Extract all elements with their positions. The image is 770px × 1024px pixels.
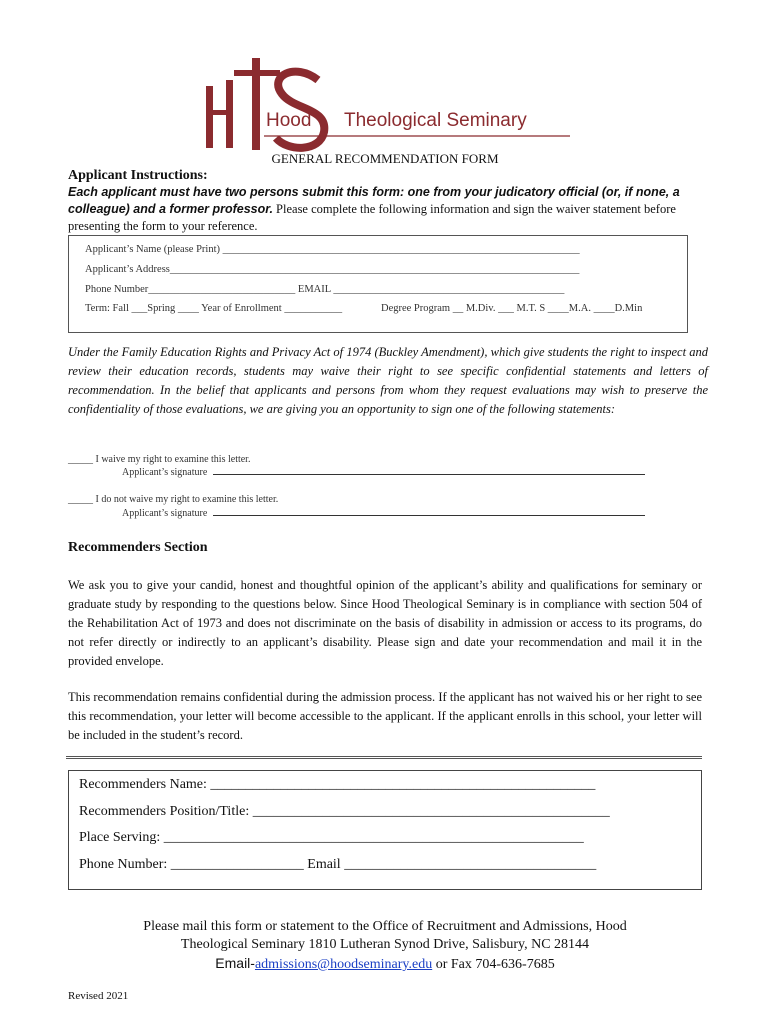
mail-line-3 <box>0 954 770 974</box>
revision-note: Revised 2021 <box>68 990 129 1002</box>
form-title: GENERAL RECOMMENDATION FORM <box>271 151 499 166</box>
email-label: Email- <box>215 955 255 971</box>
waive-option[interactable]: _____ I waive my right to examine this letter. <box>68 454 251 465</box>
recommenders-paragraph-1: We ask you to give your candid, honest and thoughtful opinion of the applicant’s ability and qualifications for seminary or graduate study by responding to the questions below. Since Hood Theological Seminary is in compliance with section 504 of the Rehabilitation Act of 1973 and does not discriminate on the basis of disability in admission or access to its programs, do not refer directly or indirectly to an applicant’s disability. Please sign and date your recommendation and mail it in the provided envelope. <box>68 578 702 668</box>
instructions-rest: Please complete the following information and sign the waiver statement before presenting the form to your reference. <box>68 202 676 233</box>
recommender-name-field[interactable]: Recommenders Name: _______________________________________________________ <box>79 777 596 792</box>
logo-hood-text: Hood <box>266 110 312 131</box>
recommender-position-field[interactable]: Recommenders Position/Title: ___________________________________________________ <box>79 804 610 819</box>
signature-label: Applicant’s signature <box>122 467 208 478</box>
mailing-instructions <box>0 918 770 974</box>
waive-signature-line[interactable] <box>122 467 645 478</box>
fax-text: or Fax 704-636-7685 <box>432 957 555 972</box>
mail-line-1: Please mail this form or statement to the Office of Recruitment and Admissions, Hood <box>143 919 627 934</box>
recommenders-paragraph-2: This recommendation remains confidential during the admission process. If the applicant has not waived his or her right to see this recommendation, your letter will become accessible to the applicant. If the applicant enrolls in this school, your letter will be included in the student’s record. <box>68 690 702 742</box>
instructions-heading: Applicant Instructions: <box>68 168 208 183</box>
not-waive-signature-line[interactable] <box>122 508 645 519</box>
recommenders-heading: Recommenders Section <box>68 540 208 555</box>
logo-seminary-text: Theological Seminary <box>344 110 527 131</box>
section-divider <box>66 756 702 759</box>
seminary-logo <box>200 58 580 154</box>
applicant-phone-email-field[interactable]: Phone Number____________________________ EMAIL ____________________________________________ <box>85 284 565 295</box>
applicant-name-field[interactable]: Applicant’s Name (please Print) ____________________________________________________________________ <box>85 244 580 255</box>
ferpa-statement: Under the Family Education Rights and Privacy Act of 1974 (Buckley Amendment), which give students the right to inspect and review their education records, students may waive their right to see specific confidential statements and letters of recommendation. In the belief that applicants and persons from whom they request evaluations may wish to preserve the confidentiality of those evaluations, we are giving you an opportunity to sign one of the following statements: <box>68 345 708 416</box>
place-serving-field[interactable]: Place Serving: ____________________________________________________________ <box>79 830 584 845</box>
instructions-bold: Each applicant must have two persons submit this form: one from your judicatory official (or, if none, a colleague) and a former professor. <box>68 185 680 216</box>
recommender-phone-email-field[interactable]: Phone Number: ___________________ Email ____________________________________ <box>79 857 597 872</box>
instructions-text <box>68 184 688 235</box>
applicant-address-field[interactable]: Applicant’s Address______________________________________________________________________________ <box>85 264 580 275</box>
degree-program-field[interactable]: Degree Program __ M.Div. ___ M.T. S ____M.A. ____D.Min <box>381 303 643 314</box>
recommender-info-box <box>68 770 702 890</box>
term-field[interactable]: Term: Fall ___Spring ____ Year of Enrollment ___________ <box>85 303 343 314</box>
applicant-info-box <box>68 235 688 333</box>
mail-line-2: Theological Seminary 1810 Lutheran Synod Drive, Salisbury, NC 28144 <box>180 937 590 952</box>
signature-label: Applicant’s signature <box>122 508 208 519</box>
email-link[interactable]: admissions@hoodseminary.edu <box>254 957 433 972</box>
not-waive-option[interactable]: _____ I do not waive my right to examine this letter. <box>68 494 279 505</box>
